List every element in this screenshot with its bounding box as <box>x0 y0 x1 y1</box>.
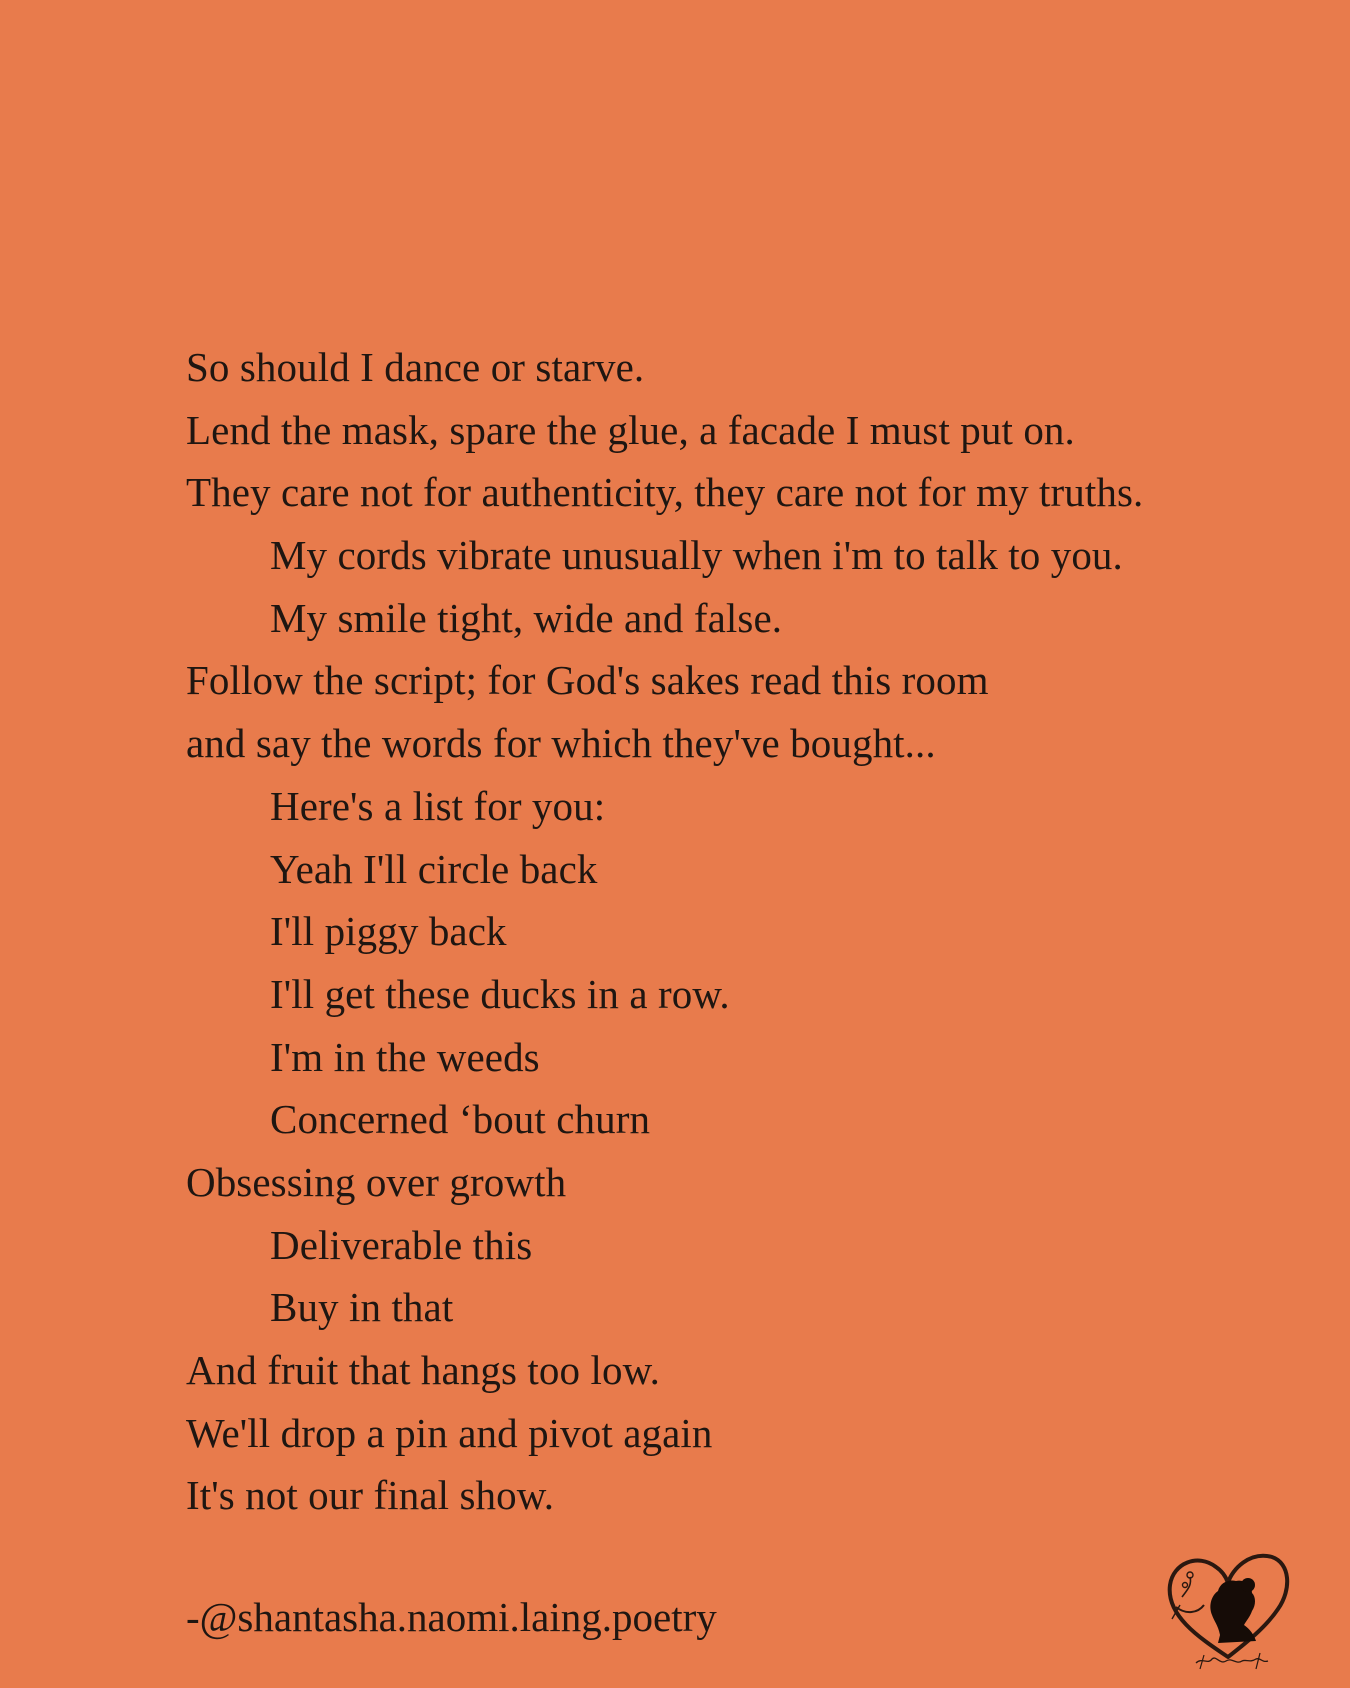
poem-line: Obsessing over growth <box>186 1158 567 1205</box>
poem-line: Here's a list for you: <box>270 782 606 829</box>
poem-line: They care not for authenticity, they care not for my truths. <box>186 469 1144 516</box>
poem-line: And fruit that hangs too low. <box>186 1347 660 1393</box>
poem-line: Lend the mask, spare the glue, a facade I must put on. <box>186 406 1075 453</box>
poem-line: and say the words for which they've bought... <box>186 720 936 767</box>
poem-line: Buy in that <box>270 1284 454 1331</box>
poem-line: My cords vibrate unusually when i'm to talk to you. <box>270 532 1123 579</box>
poem-line: Concerned ‘bout churn <box>270 1096 651 1143</box>
heart-silhouette-logo-icon <box>1158 1545 1294 1673</box>
poem-line: It's not our final show. <box>186 1472 555 1519</box>
poem-line: We'll drop a pin and pivot again <box>186 1409 713 1456</box>
author-signature: -@shantasha.naomi.laing.poetry <box>186 1594 717 1640</box>
poem-line: I'm in the weeds <box>270 1033 540 1080</box>
poem-line: I'll piggy back <box>270 908 507 955</box>
poem-line: My smile tight, wide and false. <box>270 594 783 641</box>
poem-line: So should I dance or starve. <box>186 344 645 390</box>
poem-line: Yeah I'll circle back <box>270 845 598 892</box>
poem-line: Deliverable this <box>270 1221 533 1268</box>
poem-line: I'll get these ducks in a row. <box>270 970 730 1017</box>
poem-line: Follow the script; for God's sakes read this room <box>186 657 989 704</box>
poem-body <box>186 336 1143 1527</box>
